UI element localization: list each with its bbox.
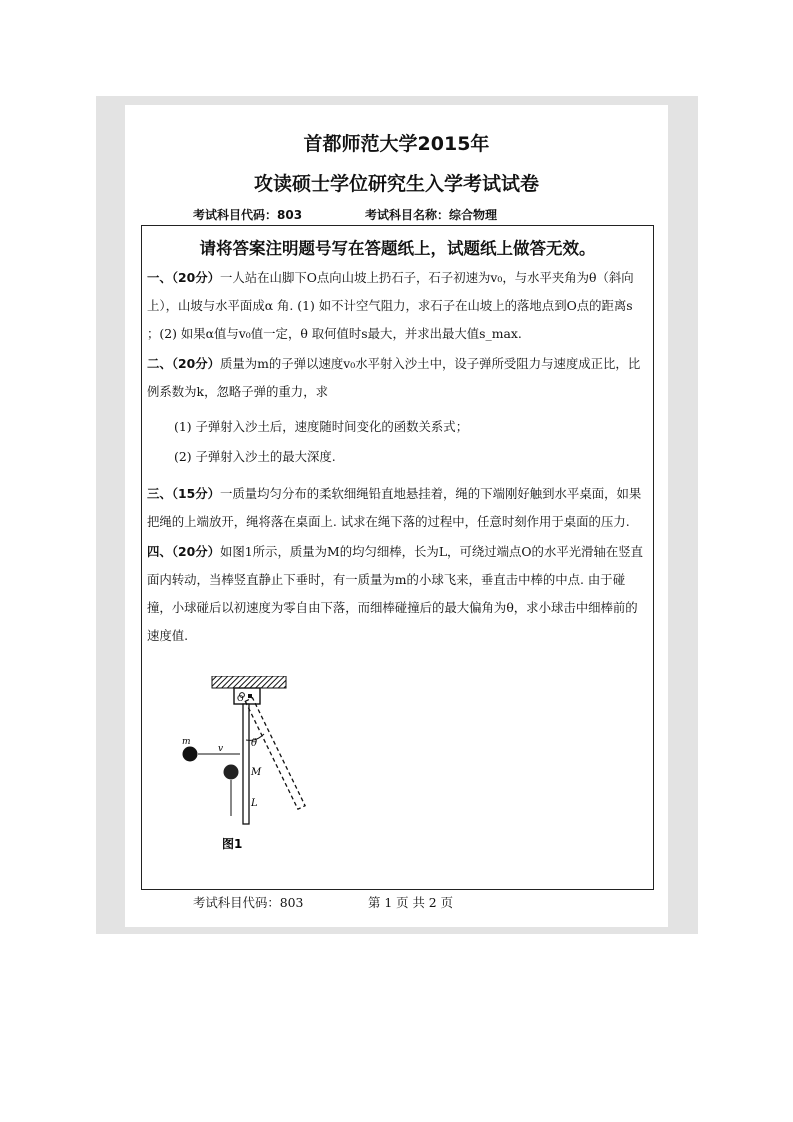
label-M: M [251,767,262,778]
rod [243,704,249,824]
label-theta: θ [251,738,258,749]
answer-notice: 请将答案注明题号写在答题纸上，试题纸上做答无效。 [199,239,596,258]
question-2-subitem-1: (1) 子弹射入沙土后，速度随时间变化的函数关系式； [174,419,469,434]
label-m: m [182,737,191,747]
exam-title: 攻读硕士学位研究生入学考试试卷 [253,173,539,195]
figure-1 [182,676,342,880]
question-text: 一质量均匀分布的柔软细绳铅直地悬挂着，绳的下端刚好触到水平桌面，如果把绳的上端放开，绳将落在桌面上. 试求在绳下落的过程中，任意时刻作用于桌面的压力. [147,486,642,529]
question-2 [147,350,647,406]
question-number: 四、（20分） [147,544,220,559]
label-o: O [237,694,244,703]
label-v: v [218,744,224,754]
ball-falling [224,765,239,780]
question-box [141,225,654,890]
question-4 [147,538,647,650]
rod-pivot-diagram [182,676,342,876]
exam-page [125,105,668,927]
question-number: 二、（20分） [147,356,220,371]
subject-code: 考试科目代码：803 [193,208,303,222]
question-number: 一、（20分） [147,270,220,285]
question-number: 三、（15分） [147,486,220,501]
subject-name: 考试科目名称：综合物理 [365,208,498,222]
pivot-pin [248,694,252,698]
rod-deflected [245,698,305,809]
question-1 [147,264,647,348]
question-text: 如图1所示，质量为M的均匀细棒，长为L，可绕过端点O的水平光滑轴在竖直面内转动，当棒竖直静止下垂时，有一质量为m的小球飞来，垂直击中棒的中点. 由于碰撞，小球碰后以初速度为零自由下落，而细棒碰撞后的最大偏角为θ，求小球击中细棒前的速度值. [147,544,644,643]
question-2-subitem-2: (2) 子弹射入沙土的最大深度. [174,449,336,464]
footer-subject-code: 考试科目代码：803 [193,895,304,910]
university-title: 首都师范大学2015年 [303,133,490,155]
page-number: 第 1 页 共 2 页 [368,895,454,910]
label-L: L [251,798,258,809]
figure-caption: 图1 [222,837,243,851]
question-text: 一人站在山脚下O点向山坡上扔石子，石子初速为v₀，与水平夹角为θ（斜向上），山坡与水平面成α 角. (1) 如不计空气阻力，求石子在山坡上的落地点到O点的距离s ；(2) 如果α值与v₀值一定，θ 取何值时s最大，并求出最大值s_max. [147,270,634,341]
question-text: 质量为m的子弹以速度v₀水平射入沙土中，设子弹所受阻力与速度成正比，比例系数为k，忽略子弹的重力，求 [147,356,641,399]
ball-incoming [183,747,198,762]
ceiling-support [212,676,286,688]
question-3 [147,480,647,536]
